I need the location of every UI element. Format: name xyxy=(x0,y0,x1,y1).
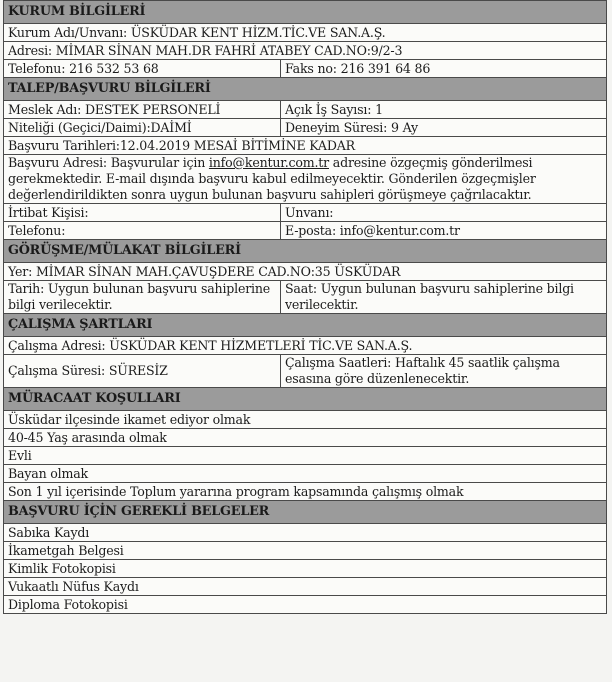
section-header-belgeler xyxy=(4,501,607,524)
basvuru-tarihleri: Başvuru Tarihleri:12.04.2019 MESAİ BİTİMİNE KADAR xyxy=(4,137,607,155)
section-title: MÜRACAAT KOŞULLARI xyxy=(4,388,607,411)
muracaat-item xyxy=(4,483,607,501)
section-header-kurum xyxy=(4,1,607,24)
document-text: İkametgah Belgesi xyxy=(4,542,607,560)
talep-tarih-row xyxy=(4,137,607,155)
meslek-adi: Meslek Adı: DESTEK PERSONELİ xyxy=(4,101,281,119)
basvuru-adresi-suffix: adresine özgeçmiş gönderilmesi gerekmektedir. E-mail dışında başvuru kabul edilmeyecektir. Gönderilen özgeçmişler değerlendirildikten sonra uygun bulunan başvuru sahipleri görüşmeye çağrılacaktır. xyxy=(8,155,536,202)
calisma-adres-row xyxy=(4,337,607,355)
gorusme-saat: Saat: Uygun bulunan başvuru sahiplerine bilgi verilecektir. xyxy=(281,281,607,314)
belge-item xyxy=(4,596,607,614)
irtibat-eposta: E-posta: info@kentur.com.tr xyxy=(281,222,607,240)
belge-item xyxy=(4,560,607,578)
basvuru-adresi xyxy=(4,155,607,204)
kurum-iletisim-row xyxy=(4,60,607,78)
calisma-suresi: Çalışma Süresi: SÜRESİZ xyxy=(4,355,281,388)
form-table xyxy=(3,0,607,614)
gorusme-tarih: Tarih: Uygun bulunan başvuru sahiplerine bilgi verilecektir. xyxy=(4,281,281,314)
talep-meslek-row xyxy=(4,101,607,119)
document-text: Diploma Fotokopisi xyxy=(4,596,607,614)
document-text: Kimlik Fotokopisi xyxy=(4,560,607,578)
gorusme-zaman-row xyxy=(4,281,607,314)
niteligi: Niteliği (Geçici/Daimi):DAİMİ xyxy=(4,119,281,137)
condition-text: Bayan olmak xyxy=(4,465,607,483)
condition-text: Evli xyxy=(4,447,607,465)
condition-text: 40-45 Yaş arasında olmak xyxy=(4,429,607,447)
talep-adres-row xyxy=(4,155,607,204)
section-header-muracaat xyxy=(4,388,607,411)
muracaat-item xyxy=(4,447,607,465)
kurum-adi-row xyxy=(4,24,607,42)
irtibat-telefon: Telefonu: xyxy=(4,222,281,240)
muracaat-item xyxy=(4,429,607,447)
kurum-adi: Kurum Adı/Unvanı: ÜSKÜDAR KENT HİZM.TİC.VE SAN.A.Ş. xyxy=(4,24,607,42)
section-title: BAŞVURU İÇİN GEREKLİ BELGELER xyxy=(4,501,607,524)
section-title: ÇALIŞMA ŞARTLARI xyxy=(4,314,607,337)
talep-nitelik-row xyxy=(4,119,607,137)
muracaat-item xyxy=(4,411,607,429)
acik-is-sayisi: Açık İş Sayısı: 1 xyxy=(281,101,607,119)
calisma-adresi: Çalışma Adresi: ÜSKÜDAR KENT HİZMETLERİ TİC.VE SAN.A.Ş. xyxy=(4,337,607,355)
basvuru-adresi-prefix: Başvuru Adresi: Başvurular için xyxy=(8,155,209,170)
gorusme-yer-row xyxy=(4,263,607,281)
talep-irtibat-row xyxy=(4,204,607,222)
muracaat-item xyxy=(4,465,607,483)
kurum-telefon: Telefonu: 216 532 53 68 xyxy=(4,60,281,78)
talep-iletisim-row xyxy=(4,222,607,240)
belge-item xyxy=(4,542,607,560)
section-title: GÖRÜŞME/MÜLAKAT BİLGİLERİ xyxy=(4,240,607,263)
section-header-talep xyxy=(4,78,607,101)
kurum-adres: Adresi: MİMAR SİNAN MAH.DR FAHRİ ATABEY CAD.NO:9/2-3 xyxy=(4,42,607,60)
belge-item xyxy=(4,524,607,542)
unvani: Unvanı: xyxy=(281,204,607,222)
condition-text: Son 1 yıl içerisinde Toplum yararına program kapsamında çalışmış olmak xyxy=(4,483,607,501)
irtibat-kisisi: İrtibat Kişisi: xyxy=(4,204,281,222)
job-posting-form xyxy=(3,0,607,614)
gorusme-yer: Yer: MİMAR SİNAN MAH.ÇAVUŞDERE CAD.NO:35 ÜSKÜDAR xyxy=(4,263,607,281)
kurum-adres-row xyxy=(4,42,607,60)
section-header-calisma xyxy=(4,314,607,337)
section-header-gorusme xyxy=(4,240,607,263)
condition-text: Üsküdar ilçesinde ikamet ediyor olmak xyxy=(4,411,607,429)
section-title: TALEP/BAŞVURU BİLGİLERİ xyxy=(4,78,607,101)
email-link[interactable]: info@kentur.com.tr xyxy=(208,155,329,170)
document-text: Vukaatlı Nüfus Kaydı xyxy=(4,578,607,596)
kurum-faks: Faks no: 216 391 64 86 xyxy=(281,60,607,78)
document-text: Sabıka Kaydı xyxy=(4,524,607,542)
calisma-saatleri: Çalışma Saatleri: Haftalık 45 saatlik çalışma esasına göre düzenlenecektir. xyxy=(281,355,607,388)
calisma-sure-row xyxy=(4,355,607,388)
deneyim-suresi: Deneyim Süresi: 9 Ay xyxy=(281,119,607,137)
belge-item xyxy=(4,578,607,596)
section-title: KURUM BİLGİLERİ xyxy=(4,1,607,24)
